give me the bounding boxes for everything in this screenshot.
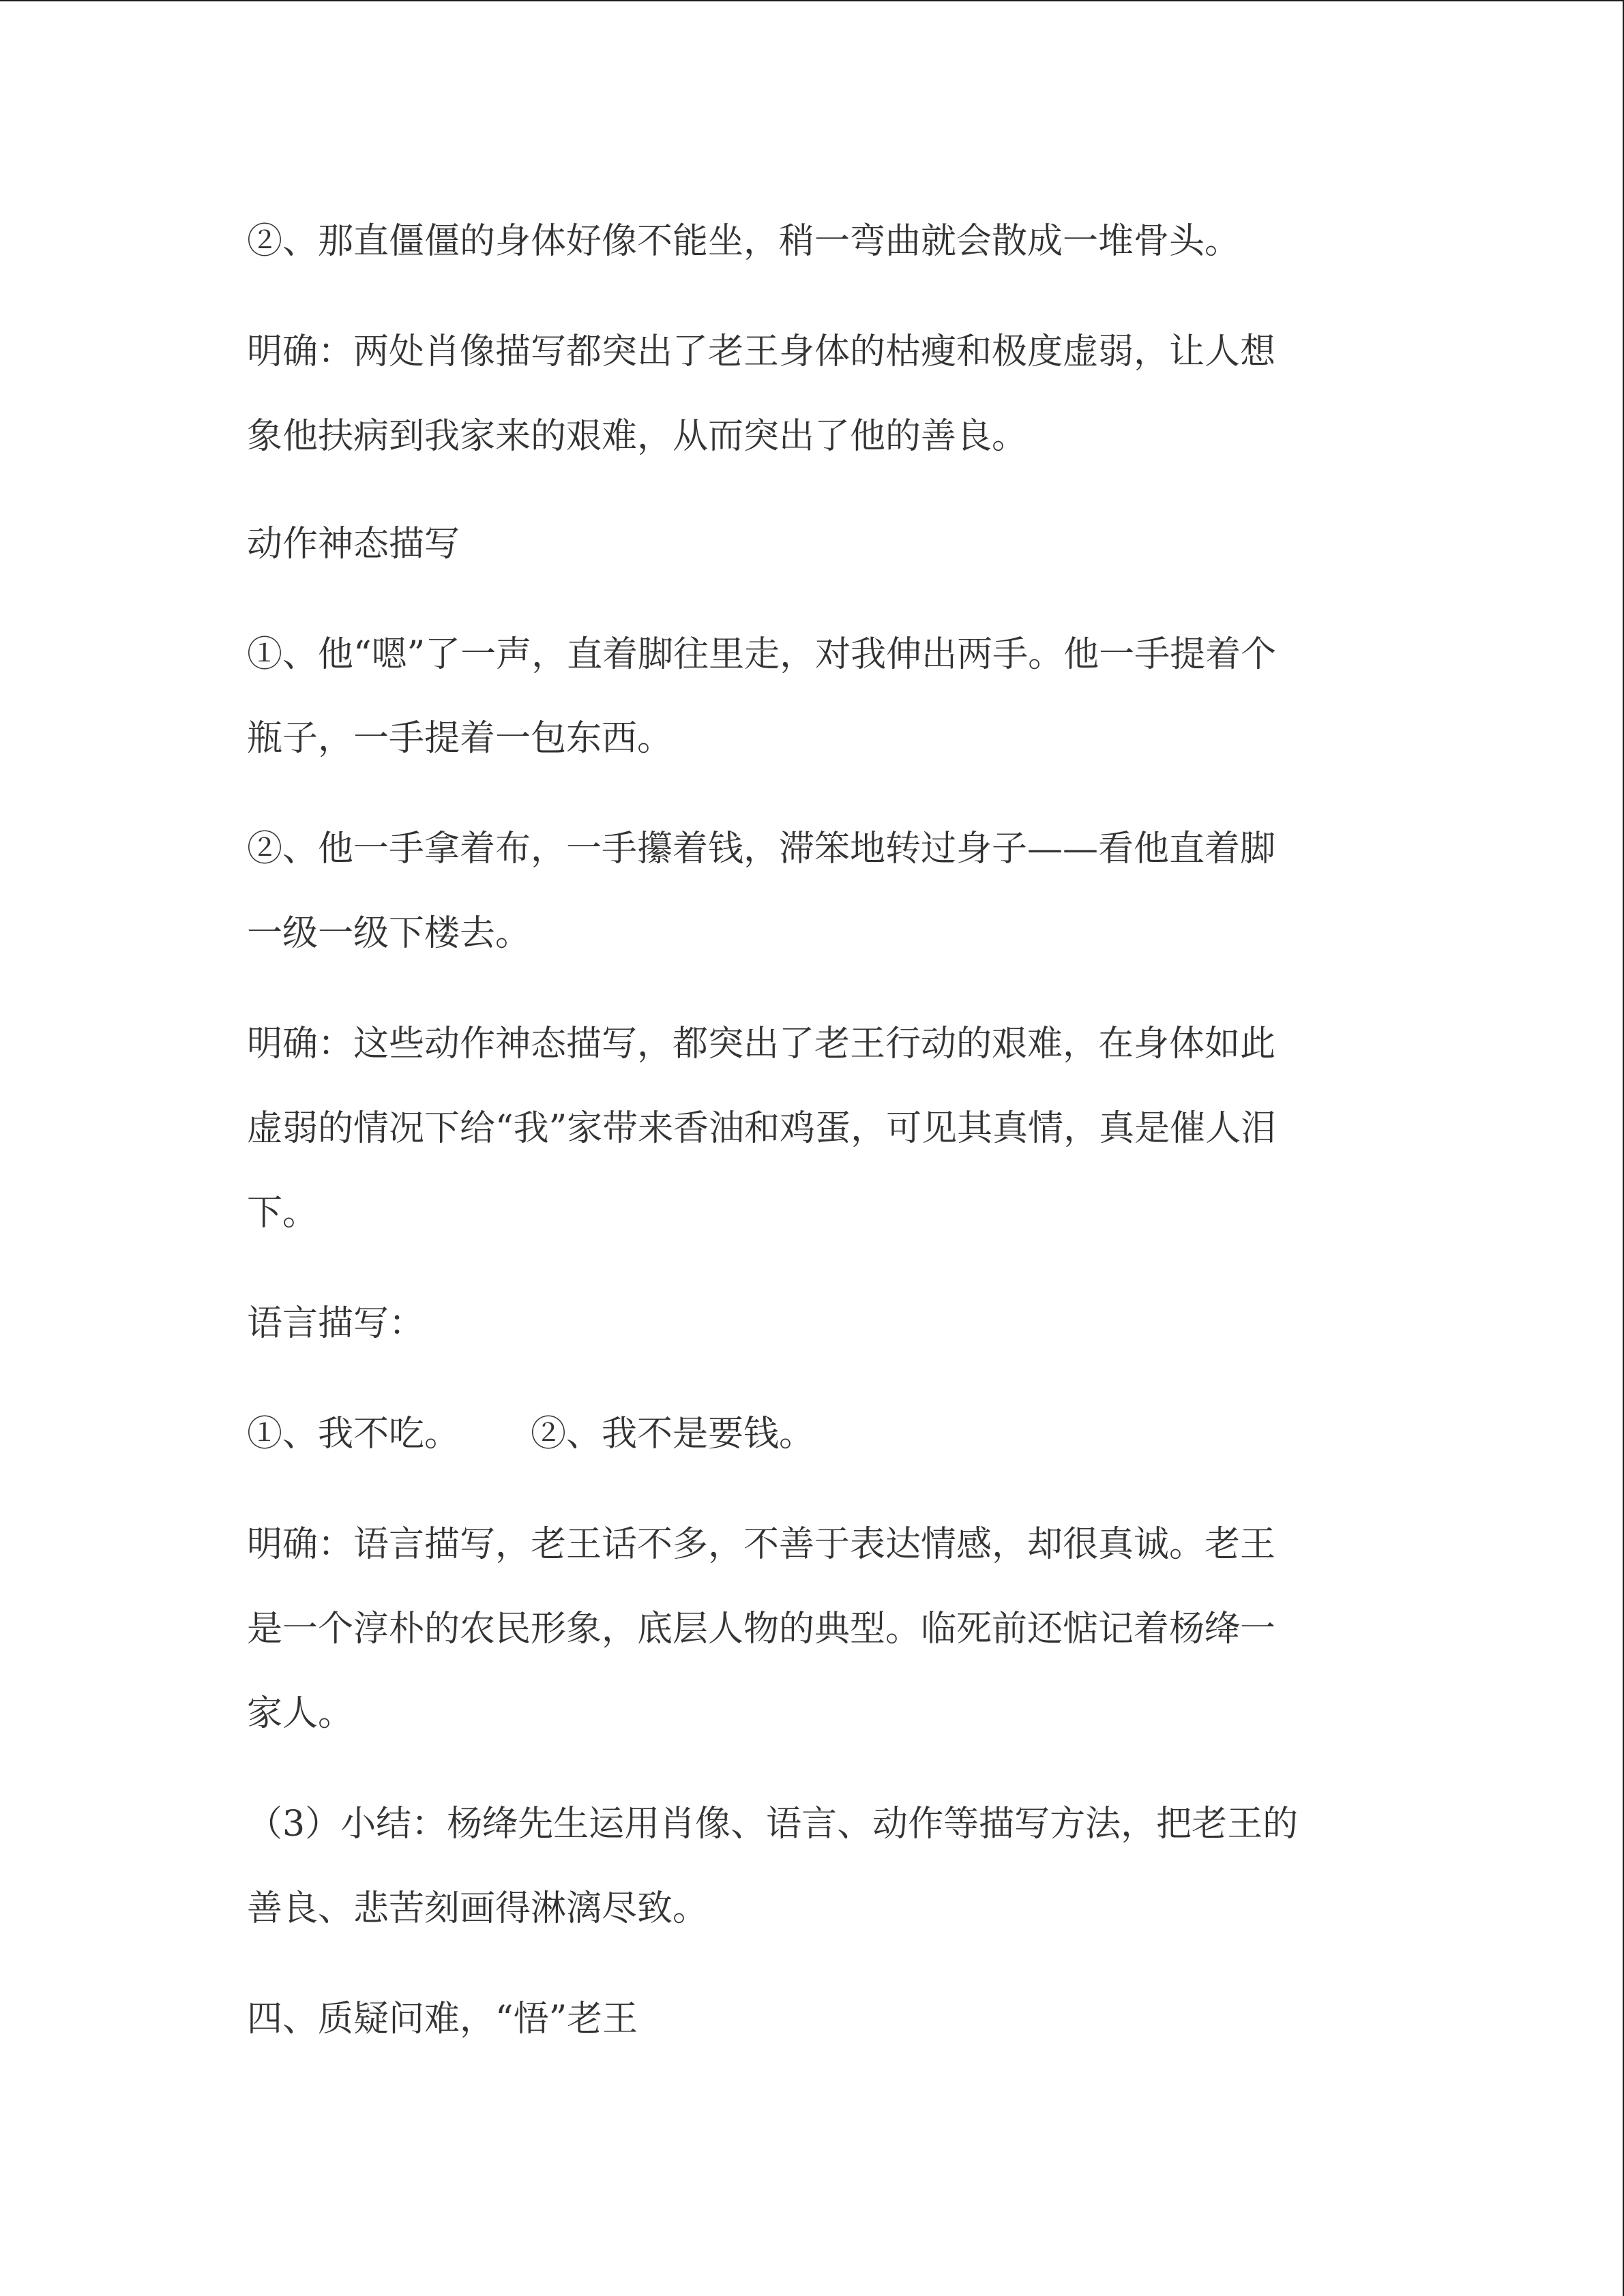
section-heading: 四、质疑问难，“悟”老王 bbox=[247, 1999, 638, 2040]
section-heading: 动作神态描写 bbox=[247, 524, 460, 565]
section-heading: 语言描写： bbox=[247, 1303, 425, 1344]
text-line: 明确：语言描写，老王话不多，不善于表达情感，却很真诚。老王 bbox=[247, 1524, 1276, 1565]
text-line: ②、他一手拿着布，一手攥着钱，滞笨地转过身子——看他直着脚 bbox=[247, 829, 1276, 869]
text-line: 是一个淳朴的农民形象，底层人物的典型。临死前还惦记着杨绛一 bbox=[247, 1609, 1276, 1650]
text-line: 下。 bbox=[247, 1193, 319, 1234]
text-line: ①、他“嗯”了一声，直着脚往里走，对我伸出两手。他一手提着个 bbox=[247, 634, 1277, 675]
text-line: 家人。 bbox=[247, 1693, 354, 1734]
text-line: 明确：这些动作神态描写，都突出了老王行动的艰难，在身体如此 bbox=[247, 1024, 1276, 1064]
quote-item: ②、我不是要钱。 bbox=[531, 1414, 815, 1455]
text-line: 瓶子，一手提着一包东西。 bbox=[247, 718, 673, 759]
text-line: 虚弱的情况下给“我”家带来香油和鸡蛋，可见其真情，真是催人泪 bbox=[247, 1108, 1277, 1149]
text-line bbox=[247, 1414, 815, 1455]
text-line: 一级一级下楼去。 bbox=[247, 913, 531, 954]
text-line: 善良、悲苦刻画得淋漓尽致。 bbox=[247, 1888, 709, 1929]
text-line: 明确：两处肖像描写都突出了老王身体的枯瘦和极度虚弱，让人想 bbox=[247, 331, 1276, 372]
text-line: ②、那直僵僵的身体好像不能坐，稍一弯曲就会散成一堆骨头。 bbox=[247, 221, 1241, 262]
quote-item: ①、我不吃。 bbox=[247, 1414, 460, 1455]
text-line: （3）小结：杨绛先生运用肖像、语言、动作等描写方法，把老王的 bbox=[247, 1804, 1299, 1845]
text-line: 象他扶病到我家来的艰难，从而突出了他的善良。 bbox=[247, 416, 1028, 457]
